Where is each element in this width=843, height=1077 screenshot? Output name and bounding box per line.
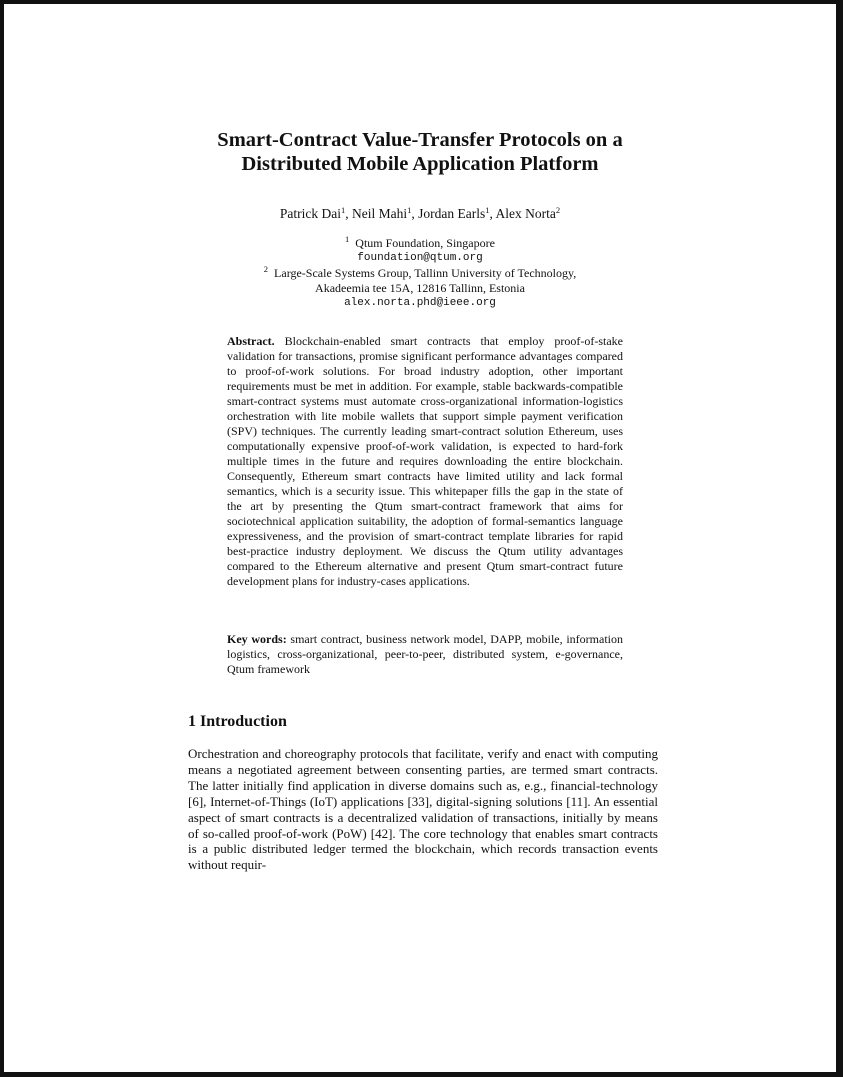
author-affiliation-mark: 1 (407, 205, 412, 215)
affiliation-email: foundation@qtum.org (357, 252, 483, 264)
author-name: Alex Norta (495, 206, 556, 221)
abstract-label: Abstract. (227, 334, 275, 348)
author-affiliation-mark: 1 (341, 205, 346, 215)
affiliation-mark: 2 (263, 264, 269, 274)
keywords-label: Key words: (227, 632, 287, 646)
abstract (227, 334, 623, 589)
affiliation-address: Akadeemia tee 15A, 12816 Tallinn, Estonia (315, 281, 525, 295)
introduction-paragraph: Orchestration and choreography protocols that facilitate, verify and enact with computing means a negotiated agreement between consenting parties, are termed smart contracts. The latter initially find application in diverse domains such as, e.g., financial-technology [6], Internet-of-Things (IoT) applications [33], digital-signing solutions [11]. An essential aspect of smart contracts is a decentralized validation of transactions, initially by means of so-called proof-of-work (PoW) [42]. The core technology that enables smart contracts is a public distributed ledger termed the blockchain, which records transaction events without requir- (188, 746, 658, 873)
title-line-1: Smart-Contract Value-Transfer Protocols on a (217, 129, 623, 151)
author-affiliation-mark: 2 (555, 205, 561, 215)
author-name: Neil Mahi (352, 206, 408, 221)
affiliation-2 (4, 262, 836, 311)
affiliation-1 (4, 232, 836, 266)
author-name: Jordan Earls (418, 206, 486, 221)
affiliation-mark: 1 (345, 234, 350, 244)
abstract-text: Blockchain-enabled smart contracts that employ proof-of-stake validation for transactions, promise significant performance advantages compared to proof-of-work solutions. For broad industry adoption, other important requirements must be met in addition. For example, stable backwards-compatible smart-contract systems must automate cross-organizational information-logistics orchestration with lite mobile wallets that support simple payment verification (SPV) techniques. The currently leading smart-contract solution Ethereum, uses computationally expensive proof-of-work validation, is expected to hard-fork multiple times in the future and requires downloading the entire blockchain. Consequently, Ethereum smart contracts have limited utility and lack formal semantics, which is a security issue. This whitepaper fills the gap in the state of the art by presenting the Qtum smart-contract framework that aims for sociotechnical application suitability, the adoption of formal-semantics language expressiveness, and the provision of smart-contract template libraries for rapid best-practice industry deployment. We discuss the Qtum utility advantages compared to the Ethereum alternative and present Qtum smart-contract future development plans for industry-cases applications. (227, 334, 623, 588)
affiliation-name: Qtum Foundation, Singapore (355, 236, 495, 250)
title-line-2: Distributed Mobile Application Platform (241, 153, 599, 175)
section-heading-introduction: 1 Introduction (188, 713, 287, 730)
author-affiliation-mark: 1 (485, 205, 490, 215)
paper-title (4, 128, 836, 176)
affiliation-name: Large-Scale Systems Group, Tallinn University of Technology, (274, 266, 577, 280)
keywords-text: smart contract, business network model, DAPP, mobile, information logistics, cross-organizational, peer-to-peer, distributed system, e-governance, Qtum framework (227, 632, 624, 676)
keywords (227, 632, 623, 677)
author-name: Patrick Dai (279, 206, 341, 221)
author-list: Patrick Dai$^1$, Neil Mahi$^1$, Jordan Earls$^1$, Alex Norta$^2$ (279, 205, 561, 221)
paper-page (4, 4, 836, 1072)
affiliation-email: alex.norta.phd@ieee.org (344, 297, 496, 309)
